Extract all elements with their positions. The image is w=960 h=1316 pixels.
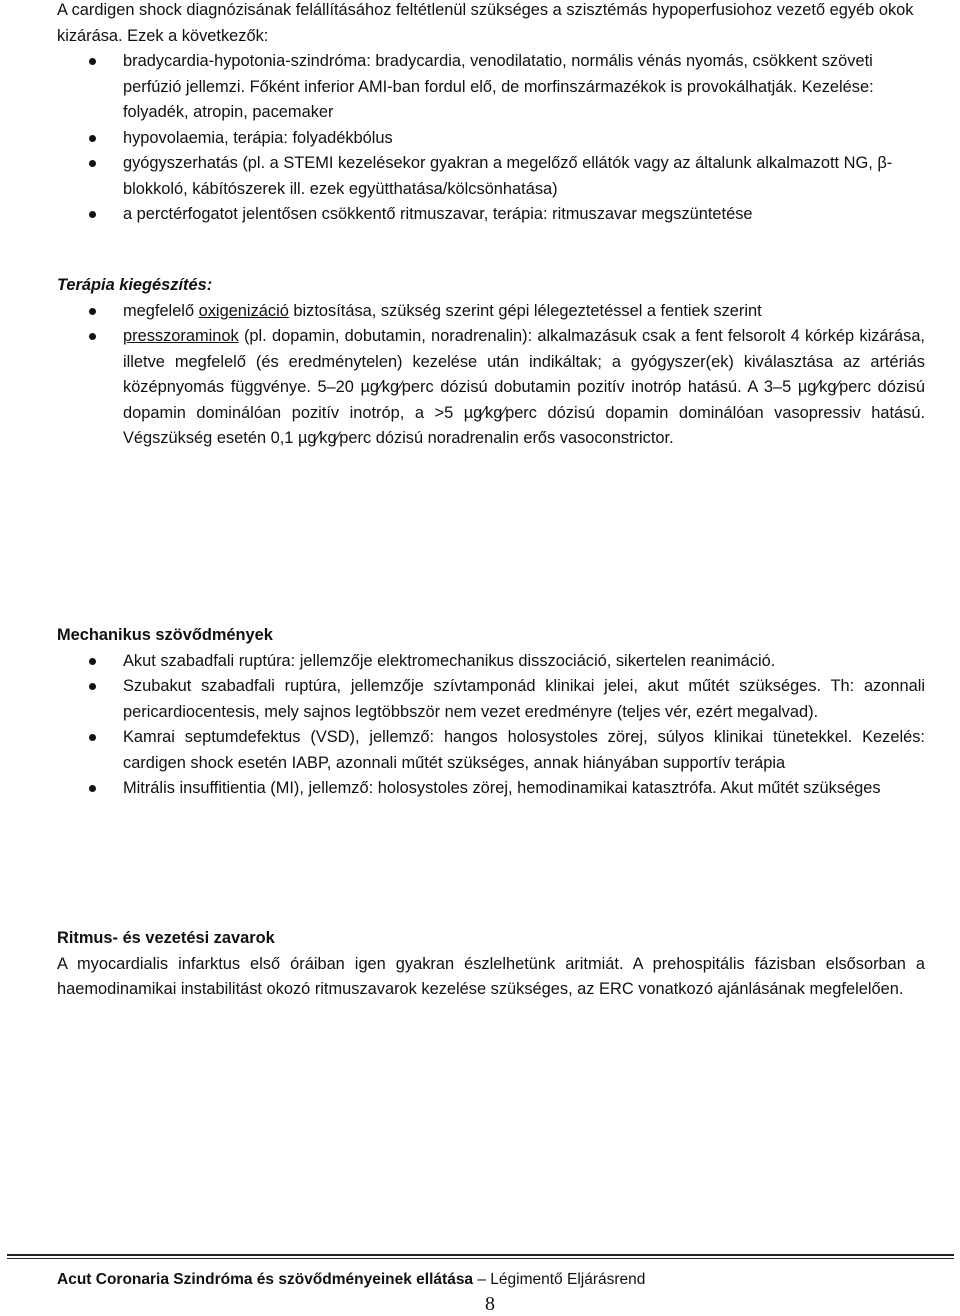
page-number: 8 [485, 1293, 495, 1315]
list-item [57, 202, 925, 228]
footer-title: Acut Coronaria Szindróma és szövődményeinek ellátása [57, 1271, 474, 1288]
list-item-text: Akut szabadfali ruptúra: jellemzője elektromechanikus disszociáció, sikertelen reanimáció. [123, 651, 776, 670]
bullet-icon [89, 211, 96, 218]
list-item [57, 725, 925, 776]
list-item [57, 151, 925, 202]
rhythm-paragraph: A myocardialis infarktus első óráiban igen gyakran észlelhetünk aritmiát. A prehospitális fázisban elsősorban a haemodinamikai instabilitást okozó ritmuszavarok kezelése szükséges, az ERC vonatkozó ajánlásának megfelelően. [57, 954, 925, 998]
intro-paragraph: A cardigen shock diagnózisának felállításához feltétlenül szükséges a szisztémás hypoperfusiohoz vezető egyéb okok kizárása. Ezek a következők: [57, 1, 914, 45]
therapy-list [57, 299, 925, 452]
bullet-icon [89, 308, 96, 315]
list-item-text: bradycardia-hypotonia-szindróma: bradycardia, venodilatatio, normális vénás nyomás, csökkent szöveti perfúzió jellemzi. Főként inferior AMI-ban fordul elő, de morfinszármazékok is provokálhatják. Kezelése: folyadék, atropin, pacemaker [123, 52, 874, 121]
list-item-text: megfelelő [123, 301, 199, 320]
therapy-heading: Terápia kiegészítés: [57, 276, 213, 294]
intro-section [57, 0, 925, 228]
footer [57, 1271, 645, 1289]
list-item [57, 674, 925, 725]
footer-divider [7, 1254, 954, 1256]
bullet-icon [89, 58, 96, 65]
list-item-text: biztosítása, szükség szerint gépi lélegeztetéssel a fentiek szerint [288, 301, 762, 320]
therapy-section [57, 273, 925, 452]
mechanical-heading: Mechanikus szövődmények [57, 626, 273, 644]
list-item [57, 649, 925, 675]
list-item-text: (pl. dopamin, dobutamin, noradrenalin): alkalmazásuk csak a fent felsorolt 4 kórkép kizárása, illetve megfelelő (és eredménytelen) kezelése után indikáltak; a gyógyszer(ek) kiválasztása az artériás középnyomás függvénye. 5–20 µg⁄kg⁄perc dózisú dobutamin pozitív inotróp hatású. A 3–5 µg⁄kg⁄perc dózisú dopamin dominálóan pozitív inotróp, a >5 µg⁄kg⁄perc dózisú dopamin dominálóan vasopressiv hatású. Végszükség esetén 0,1 µg⁄kg⁄perc dózisú noradrenalin erős vasoconstrictor. [123, 327, 925, 447]
footer-subtitle: Légimentő Eljárásrend [490, 1271, 646, 1288]
presszoraminok-link[interactable]: presszoraminok [123, 327, 239, 345]
footer-dash: – [473, 1271, 491, 1288]
rhythm-heading: Ritmus- és vezetési zavarok [57, 929, 275, 947]
mechanical-list [57, 649, 925, 802]
bullet-icon [89, 160, 96, 167]
list-item [57, 126, 925, 152]
list-item [57, 776, 925, 802]
rhythm-section [57, 926, 925, 1003]
bullet-icon [89, 734, 96, 741]
exclusion-list [57, 49, 925, 228]
list-item-text: hypovolaemia, terápia: folyadékbólus [123, 128, 393, 147]
bullet-icon [89, 683, 96, 690]
list-item [57, 299, 925, 325]
list-item-text: Mitrális insuffitientia (MI), jellemző: holosystoles zörej, hemodinamikai katasztrófa. Akut műtét szükséges [123, 779, 881, 797]
list-item-text: gyógyszerhatás (pl. a STEMI kezelésekor gyakran a megelőző ellátók vagy az általunk alkalmazott NG, β-blokkoló, kábítószerek ill. ezek együtthatása/kölcsönhatása) [123, 154, 893, 198]
list-item-text: Kamrai septumdefektus (VSD), jellemző: hangos holosystoles zörej, súlyos klinikai tünetekkel. Kezelés: cardigen shock esetén IABP, azonnali műtét szükséges, annak hiányában supportív terápia [123, 728, 925, 772]
mechanical-section [57, 623, 925, 802]
list-item-text: Szubakut szabadfali ruptúra, jellemzője szívtamponád klinikai jelei, akut műtét szükséges. Th: azonnali pericardiocentesis, mely sajnos legtöbbször nem vezet eredményre (teljes vér, ezért megalvad). [123, 677, 925, 721]
list-item [57, 324, 925, 452]
bullet-icon [89, 333, 96, 340]
list-item-text: a perctérfogatot jelentősen csökkentő ritmuszavar, terápia: ritmuszavar megszüntetése [123, 205, 753, 223]
bullet-icon [89, 135, 96, 142]
footer-divider-thin [7, 1258, 954, 1259]
oxigenizacio-link[interactable]: oxigenizáció [198, 301, 289, 320]
bullet-icon [89, 785, 96, 792]
bullet-icon [89, 658, 96, 665]
list-item [57, 49, 925, 126]
